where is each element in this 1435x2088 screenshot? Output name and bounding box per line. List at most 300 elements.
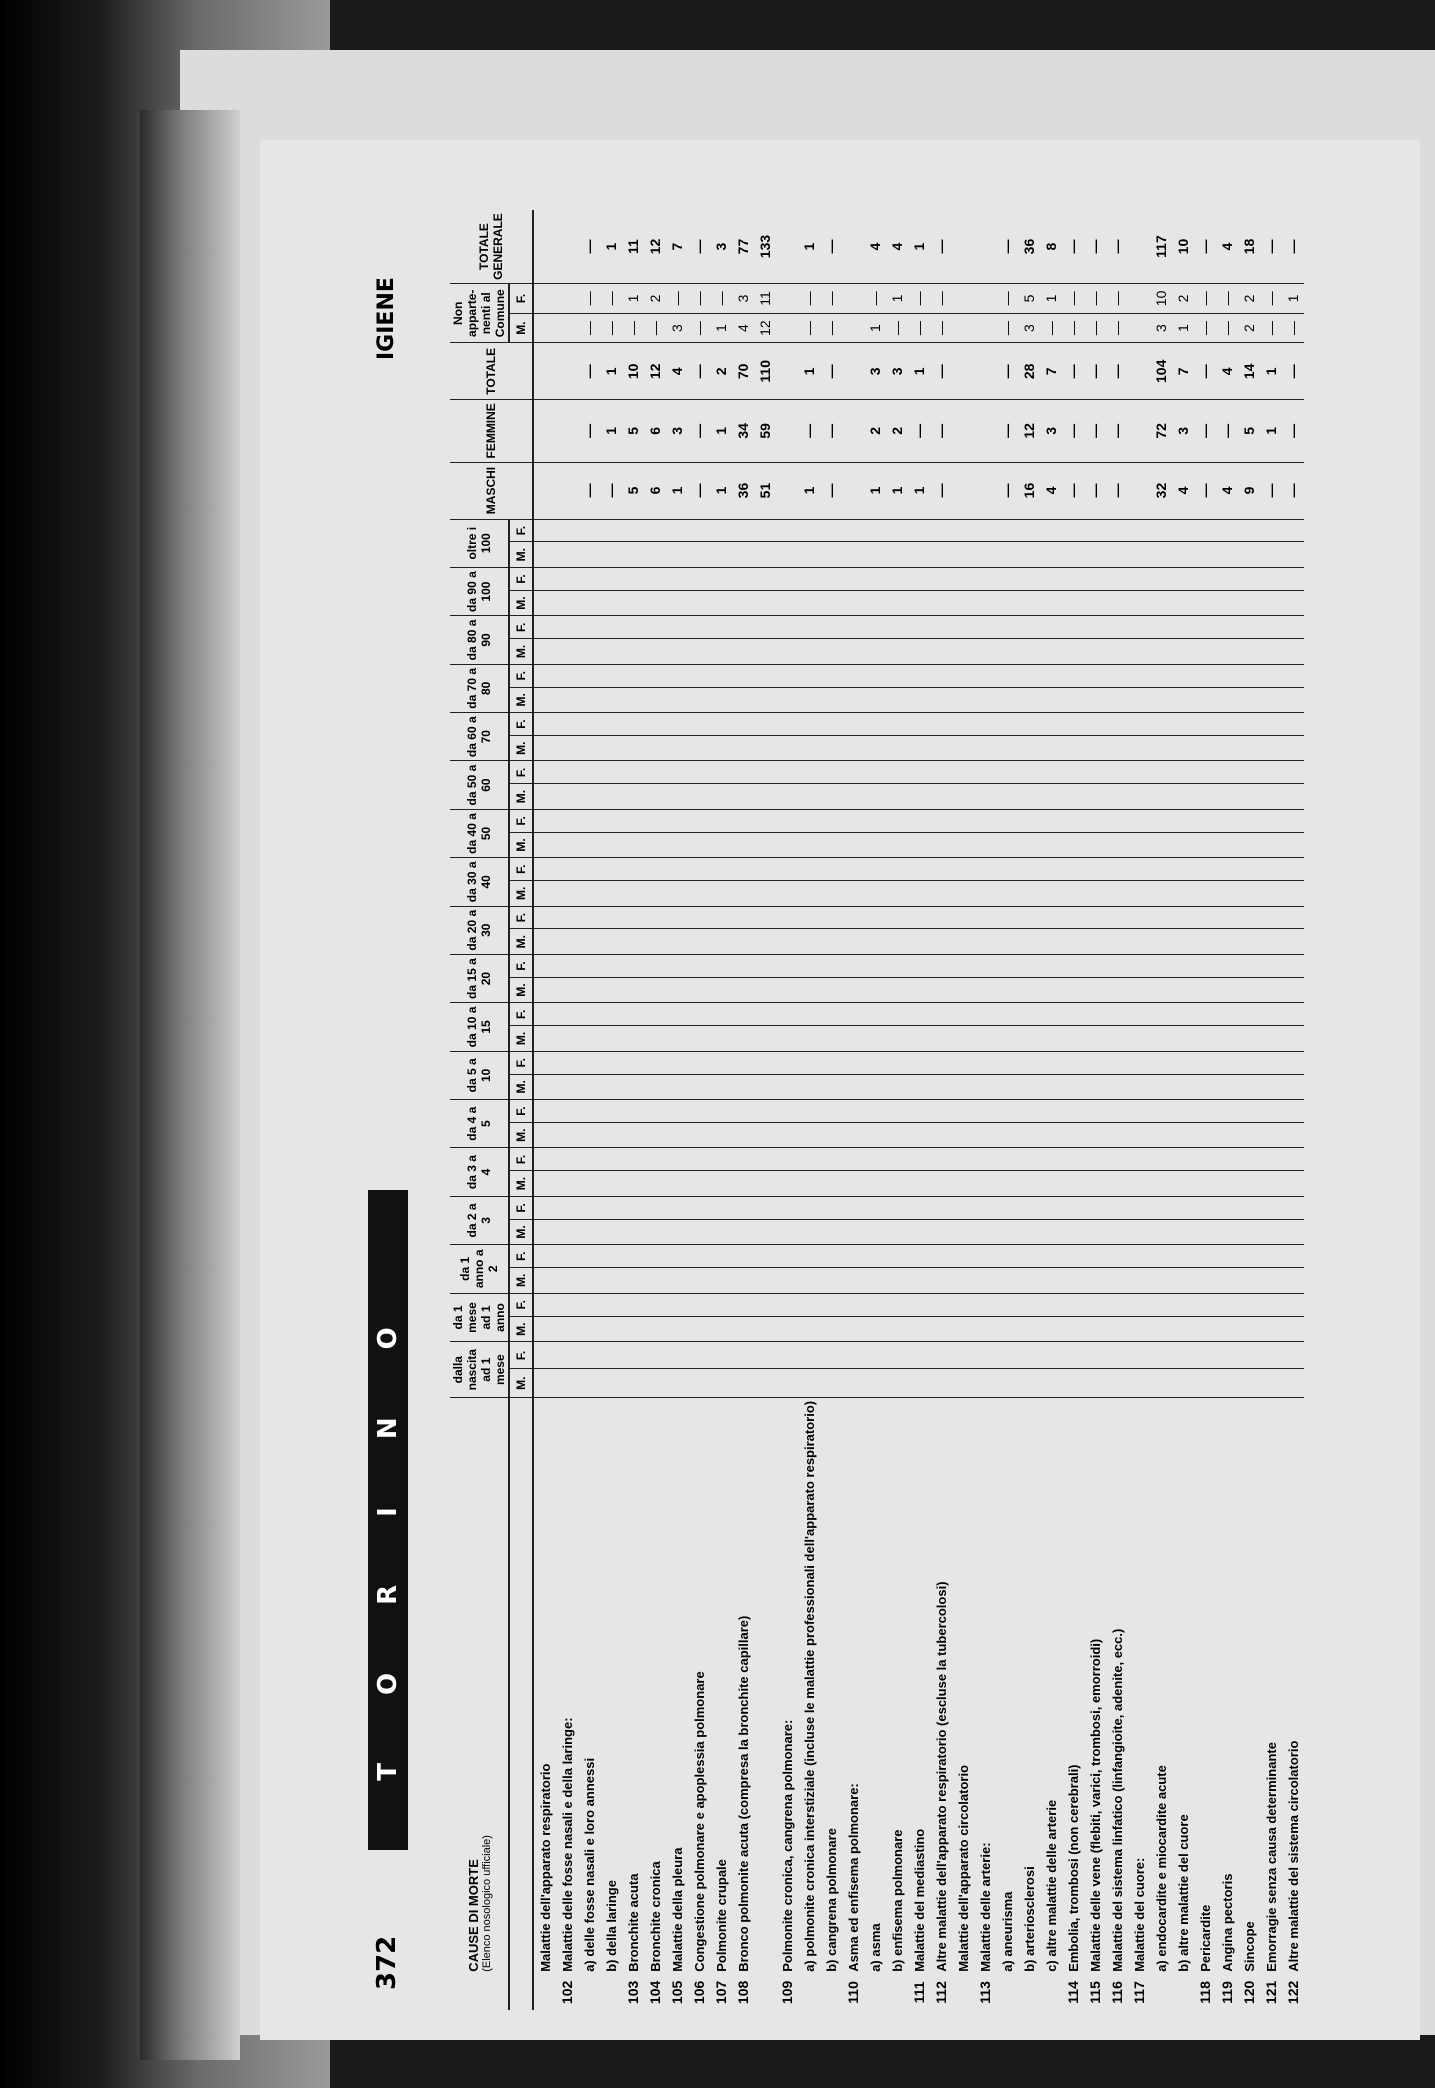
age-cell — [1194, 761, 1216, 784]
cause-label — [754, 1397, 776, 1974]
age-cell — [1172, 1051, 1194, 1074]
age-cell — [666, 977, 688, 1002]
age-cell — [908, 906, 930, 929]
totale-cell: 12 — [644, 343, 666, 400]
age-cell — [820, 784, 842, 809]
row-number — [820, 1975, 842, 2010]
age-cell — [710, 832, 732, 857]
femmine-cell: — — [578, 400, 600, 462]
non-res-f-cell: 1 — [1282, 284, 1304, 314]
non-res-m-cell: — — [1216, 313, 1238, 343]
age-cell — [1018, 1219, 1040, 1244]
age-cell — [1106, 1293, 1128, 1316]
age-cell — [1150, 567, 1172, 590]
totale-cell: 110 — [754, 343, 776, 400]
age-cell — [930, 567, 952, 590]
age-cell — [1216, 590, 1238, 615]
age-cell — [776, 713, 798, 736]
femmine-cell: 2 — [886, 400, 908, 462]
age-cell — [930, 1219, 952, 1244]
age-cell — [688, 929, 710, 954]
age-cell — [996, 858, 1018, 881]
age-cell — [732, 954, 754, 977]
age-cell — [1128, 809, 1150, 832]
age-cell — [754, 858, 776, 881]
age-cell — [533, 519, 556, 542]
age-cell — [754, 1293, 776, 1316]
age-cell — [1106, 519, 1128, 542]
age-cell — [996, 1026, 1018, 1051]
age-cell — [930, 1123, 952, 1148]
age-cell — [644, 906, 666, 929]
age-cell — [1062, 954, 1084, 977]
age-cell — [1062, 1219, 1084, 1244]
age-cell — [1194, 1268, 1216, 1293]
age-cell — [1260, 1342, 1282, 1369]
age-cell — [754, 1123, 776, 1148]
age-cell — [798, 1268, 820, 1293]
age-cell — [1172, 664, 1194, 687]
age-cell — [820, 713, 842, 736]
age-cell — [1216, 713, 1238, 736]
age-cell — [754, 1171, 776, 1196]
table-row — [1238, 210, 1260, 2010]
age-cell — [1084, 713, 1106, 736]
age-cell — [930, 1316, 952, 1342]
sex-f-header: F. — [509, 809, 533, 832]
age-cell — [842, 1369, 864, 1397]
age-cell — [754, 1196, 776, 1219]
age-cell — [1084, 881, 1106, 906]
age-cell — [556, 1123, 578, 1148]
age-cell — [710, 639, 732, 664]
age-cell — [1238, 1051, 1260, 1074]
age-cell — [666, 809, 688, 832]
age-cell — [732, 1051, 754, 1074]
age-cell — [842, 1219, 864, 1244]
cause-label: b) enfisema polmonare — [889, 1829, 905, 1972]
age-cell — [622, 832, 644, 857]
age-cell — [533, 590, 556, 615]
age-cell — [1018, 639, 1040, 664]
row-number — [578, 1975, 600, 2010]
age-cell — [732, 761, 754, 784]
age-cell — [820, 1026, 842, 1051]
age-cell — [1238, 567, 1260, 590]
age-cell — [710, 1293, 732, 1316]
age-cell — [974, 1148, 996, 1171]
femmine-cell: 59 — [754, 400, 776, 462]
age-cell — [952, 1148, 974, 1171]
non-res-f-cell: — — [930, 284, 952, 314]
age-cell — [798, 1100, 820, 1123]
cause-label: Malattie del mediastino — [911, 1828, 927, 1972]
age-cell — [688, 664, 710, 687]
age-cell — [930, 1074, 952, 1099]
age-cell — [1018, 1051, 1040, 1074]
grand-total-cell — [842, 210, 864, 284]
age-cell — [688, 906, 710, 929]
age-cell — [1238, 687, 1260, 712]
age-cell — [1260, 858, 1282, 881]
age-cell — [732, 664, 754, 687]
age-cell — [1260, 542, 1282, 567]
age-cell — [1084, 616, 1106, 639]
age-cell — [754, 639, 776, 664]
age-cell — [1216, 954, 1238, 977]
totale-cell — [776, 343, 798, 400]
age-cell — [688, 977, 710, 1002]
non-res-f-cell: — — [578, 284, 600, 314]
row-number — [886, 1975, 908, 2010]
age-cell — [842, 639, 864, 664]
age-cell — [1260, 784, 1282, 809]
non-res-f-cell: 10 — [1150, 284, 1172, 314]
age-header: oltre i 100 — [450, 519, 509, 567]
age-cell — [1238, 929, 1260, 954]
age-cell — [1018, 977, 1040, 1002]
age-cell — [776, 1245, 798, 1268]
age-cell — [776, 858, 798, 881]
age-cell — [864, 761, 886, 784]
grand-total-cell: 4 — [1216, 210, 1238, 284]
age-cell — [1040, 1123, 1062, 1148]
maschi-cell: 51 — [754, 462, 776, 519]
age-cell — [952, 1369, 974, 1397]
age-cell — [1128, 954, 1150, 977]
age-cell — [1282, 954, 1304, 977]
age-cell — [1194, 1245, 1216, 1268]
age-cell — [556, 519, 578, 542]
row-number — [1172, 1975, 1194, 2010]
age-cell — [1216, 664, 1238, 687]
age-cell — [666, 929, 688, 954]
age-cell — [1260, 881, 1282, 906]
age-cell — [644, 1196, 666, 1219]
age-cell — [578, 567, 600, 590]
age-cell — [842, 954, 864, 977]
age-cell — [886, 1100, 908, 1123]
age-cell — [710, 1219, 732, 1244]
femmine-cell: 1 — [710, 400, 732, 462]
femmine-cell — [1128, 400, 1150, 462]
grand-total-cell: 77 — [732, 210, 754, 284]
age-cell — [820, 906, 842, 929]
age-cell — [1106, 639, 1128, 664]
age-cell — [1018, 736, 1040, 761]
age-cell — [1128, 1196, 1150, 1219]
age-cell — [798, 1051, 820, 1074]
age-cell — [754, 1003, 776, 1026]
age-cell — [1260, 616, 1282, 639]
age-cell — [1194, 664, 1216, 687]
age-cell — [908, 1219, 930, 1244]
age-cell — [1150, 881, 1172, 906]
age-cell — [533, 687, 556, 712]
age-cell — [886, 616, 908, 639]
age-cell — [533, 929, 556, 954]
grand-total-cell — [974, 210, 996, 284]
age-cell — [1194, 1316, 1216, 1342]
age-cell — [1172, 1026, 1194, 1051]
age-header: da 40 a 50 — [450, 809, 509, 857]
age-cell — [1018, 1026, 1040, 1051]
age-cell — [952, 713, 974, 736]
maschi-cell: — — [600, 462, 622, 519]
row-number — [996, 1975, 1018, 2010]
age-cell — [754, 977, 776, 1002]
age-cell — [886, 542, 908, 567]
age-cell — [732, 1245, 754, 1268]
age-cell — [732, 1196, 754, 1219]
non-res-f-cell — [842, 284, 864, 314]
age-cell — [864, 832, 886, 857]
age-cell — [1040, 1369, 1062, 1397]
age-cell — [776, 1219, 798, 1244]
age-cell — [754, 1369, 776, 1397]
age-cell — [1282, 1369, 1304, 1397]
age-cell — [1040, 567, 1062, 590]
age-cell — [798, 1026, 820, 1051]
age-cell — [1018, 567, 1040, 590]
age-cell — [1084, 784, 1106, 809]
table-row — [1106, 210, 1128, 2010]
sex-f-header: F. — [509, 713, 533, 736]
row-number: 104 — [647, 1980, 663, 2005]
maschi-cell — [776, 462, 798, 519]
age-cell — [622, 1148, 644, 1171]
age-cell — [996, 832, 1018, 857]
age-cell — [1238, 1171, 1260, 1196]
age-cell — [1128, 1171, 1150, 1196]
age-cell — [666, 1196, 688, 1219]
non-res-f-cell: — — [1062, 284, 1084, 314]
age-cell — [952, 664, 974, 687]
age-cell — [754, 1026, 776, 1051]
age-cell — [842, 1003, 864, 1026]
age-cell — [798, 832, 820, 857]
age-cell — [820, 1369, 842, 1397]
age-cell — [1128, 1316, 1150, 1342]
age-cell — [1150, 1196, 1172, 1219]
age-cell — [1084, 977, 1106, 1002]
age-cell — [974, 832, 996, 857]
age-cell — [1040, 736, 1062, 761]
age-cell — [732, 809, 754, 832]
age-cell — [666, 1245, 688, 1268]
age-cell — [974, 1051, 996, 1074]
age-cell — [666, 881, 688, 906]
maschi-cell: 16 — [1018, 462, 1040, 519]
age-cell — [996, 713, 1018, 736]
age-cell — [644, 664, 666, 687]
age-cell — [754, 664, 776, 687]
age-cell — [622, 590, 644, 615]
age-cell — [1106, 1003, 1128, 1026]
age-cell — [1040, 1196, 1062, 1219]
age-cell — [578, 1196, 600, 1219]
age-cell — [864, 616, 886, 639]
age-cell — [710, 1123, 732, 1148]
age-cell — [1238, 713, 1260, 736]
sex-f-header: F. — [509, 567, 533, 590]
age-cell — [1018, 881, 1040, 906]
age-cell — [1216, 687, 1238, 712]
non-res-f-cell: — — [710, 284, 732, 314]
age-cell — [622, 519, 644, 542]
age-cell — [776, 639, 798, 664]
age-cell — [622, 664, 644, 687]
age-cell — [820, 1316, 842, 1342]
age-cell — [1062, 713, 1084, 736]
age-cell — [1150, 1171, 1172, 1196]
table-row — [974, 210, 996, 2010]
age-cell — [556, 929, 578, 954]
age-cell — [952, 1051, 974, 1074]
age-cell — [864, 519, 886, 542]
age-cell — [622, 1100, 644, 1123]
age-cell — [556, 687, 578, 712]
age-cell — [1084, 1026, 1106, 1051]
age-cell — [754, 929, 776, 954]
age-cell — [1062, 664, 1084, 687]
age-header: da 4 a 5 — [450, 1100, 509, 1148]
table-row — [556, 210, 578, 2010]
age-cell — [666, 1268, 688, 1293]
age-cell — [1128, 736, 1150, 761]
age-cell — [1106, 664, 1128, 687]
age-cell — [533, 784, 556, 809]
age-cell — [1282, 616, 1304, 639]
age-cell — [864, 639, 886, 664]
femmine-cell: — — [688, 400, 710, 462]
sex-f-header: F. — [509, 1245, 533, 1268]
age-cell — [996, 1074, 1018, 1099]
age-cell — [1062, 832, 1084, 857]
age-cell — [600, 1100, 622, 1123]
age-cell — [1194, 616, 1216, 639]
age-cell — [622, 736, 644, 761]
row-number — [1040, 1975, 1062, 2010]
maschi-cell: 5 — [622, 462, 644, 519]
age-cell — [1216, 906, 1238, 929]
maschi-cell: — — [930, 462, 952, 519]
age-cell — [798, 1003, 820, 1026]
age-cell — [578, 1026, 600, 1051]
grand-total-cell: — — [1282, 210, 1304, 284]
age-cell — [710, 542, 732, 567]
age-cell — [798, 1316, 820, 1342]
age-cell — [864, 1100, 886, 1123]
sex-m-header: M. — [509, 929, 533, 954]
age-cell — [1260, 1051, 1282, 1074]
age-cell — [996, 761, 1018, 784]
age-cell — [1018, 1293, 1040, 1316]
age-cell — [864, 1148, 886, 1171]
non-res-m-cell: 3 — [1018, 313, 1040, 343]
age-cell — [732, 1148, 754, 1171]
age-cell — [644, 977, 666, 1002]
age-cell — [1018, 664, 1040, 687]
age-cell — [996, 590, 1018, 615]
non-res-f-cell — [556, 284, 578, 314]
non-res-m-cell: 1 — [1172, 313, 1194, 343]
age-cell — [578, 1245, 600, 1268]
age-cell — [600, 1219, 622, 1244]
age-cell — [1128, 519, 1150, 542]
age-cell — [1062, 1148, 1084, 1171]
age-cell — [556, 542, 578, 567]
age-cell — [688, 1369, 710, 1397]
rotated-page — [350, 210, 1410, 2010]
age-cell — [1282, 881, 1304, 906]
age-cell — [688, 858, 710, 881]
age-header: da 30 a 40 — [450, 858, 509, 906]
age-cell — [1128, 761, 1150, 784]
age-cell — [1040, 1293, 1062, 1316]
age-cell — [644, 929, 666, 954]
age-cell — [600, 1268, 622, 1293]
age-cell — [688, 1026, 710, 1051]
age-cell — [1084, 1123, 1106, 1148]
maschi-cell: — — [1106, 462, 1128, 519]
age-cell — [732, 542, 754, 567]
age-cell — [1084, 1293, 1106, 1316]
age-cell — [1238, 881, 1260, 906]
age-cell — [864, 1245, 886, 1268]
age-header: da 5 a 10 — [450, 1051, 509, 1099]
age-cell — [974, 1219, 996, 1244]
age-cell — [1150, 664, 1172, 687]
non-res-f-cell: — — [688, 284, 710, 314]
row-number: 112 — [933, 1981, 949, 2004]
age-cell — [710, 664, 732, 687]
age-cell — [533, 977, 556, 1002]
age-cell — [798, 519, 820, 542]
age-cell — [1062, 519, 1084, 542]
age-cell — [798, 761, 820, 784]
age-cell — [974, 784, 996, 809]
age-cell — [886, 519, 908, 542]
age-cell — [710, 1268, 732, 1293]
non-res-f-cell: — — [1084, 284, 1106, 314]
age-cell — [974, 809, 996, 832]
age-cell — [644, 542, 666, 567]
age-cell — [1150, 616, 1172, 639]
age-cell — [930, 1003, 952, 1026]
age-cell — [1172, 713, 1194, 736]
age-cell — [1040, 1171, 1062, 1196]
grand-total-cell: 11 — [622, 210, 644, 284]
age-cell — [644, 858, 666, 881]
non-res-m-cell: — — [600, 313, 622, 343]
totale-cell — [974, 343, 996, 400]
age-cell — [842, 1342, 864, 1369]
age-cell — [1150, 809, 1172, 832]
age-cell — [533, 1003, 556, 1026]
table-row — [1216, 210, 1238, 2010]
age-cell — [688, 881, 710, 906]
age-cell — [600, 954, 622, 977]
cause-label: Altre malattie dell'apparato respiratorio (escluse la tubercolosi) — [933, 1581, 949, 1972]
age-cell — [732, 1171, 754, 1196]
age-cell — [1282, 761, 1304, 784]
age-cell — [886, 736, 908, 761]
age-cell — [578, 1342, 600, 1369]
age-cell — [600, 832, 622, 857]
age-cell — [666, 832, 688, 857]
age-cell — [886, 832, 908, 857]
